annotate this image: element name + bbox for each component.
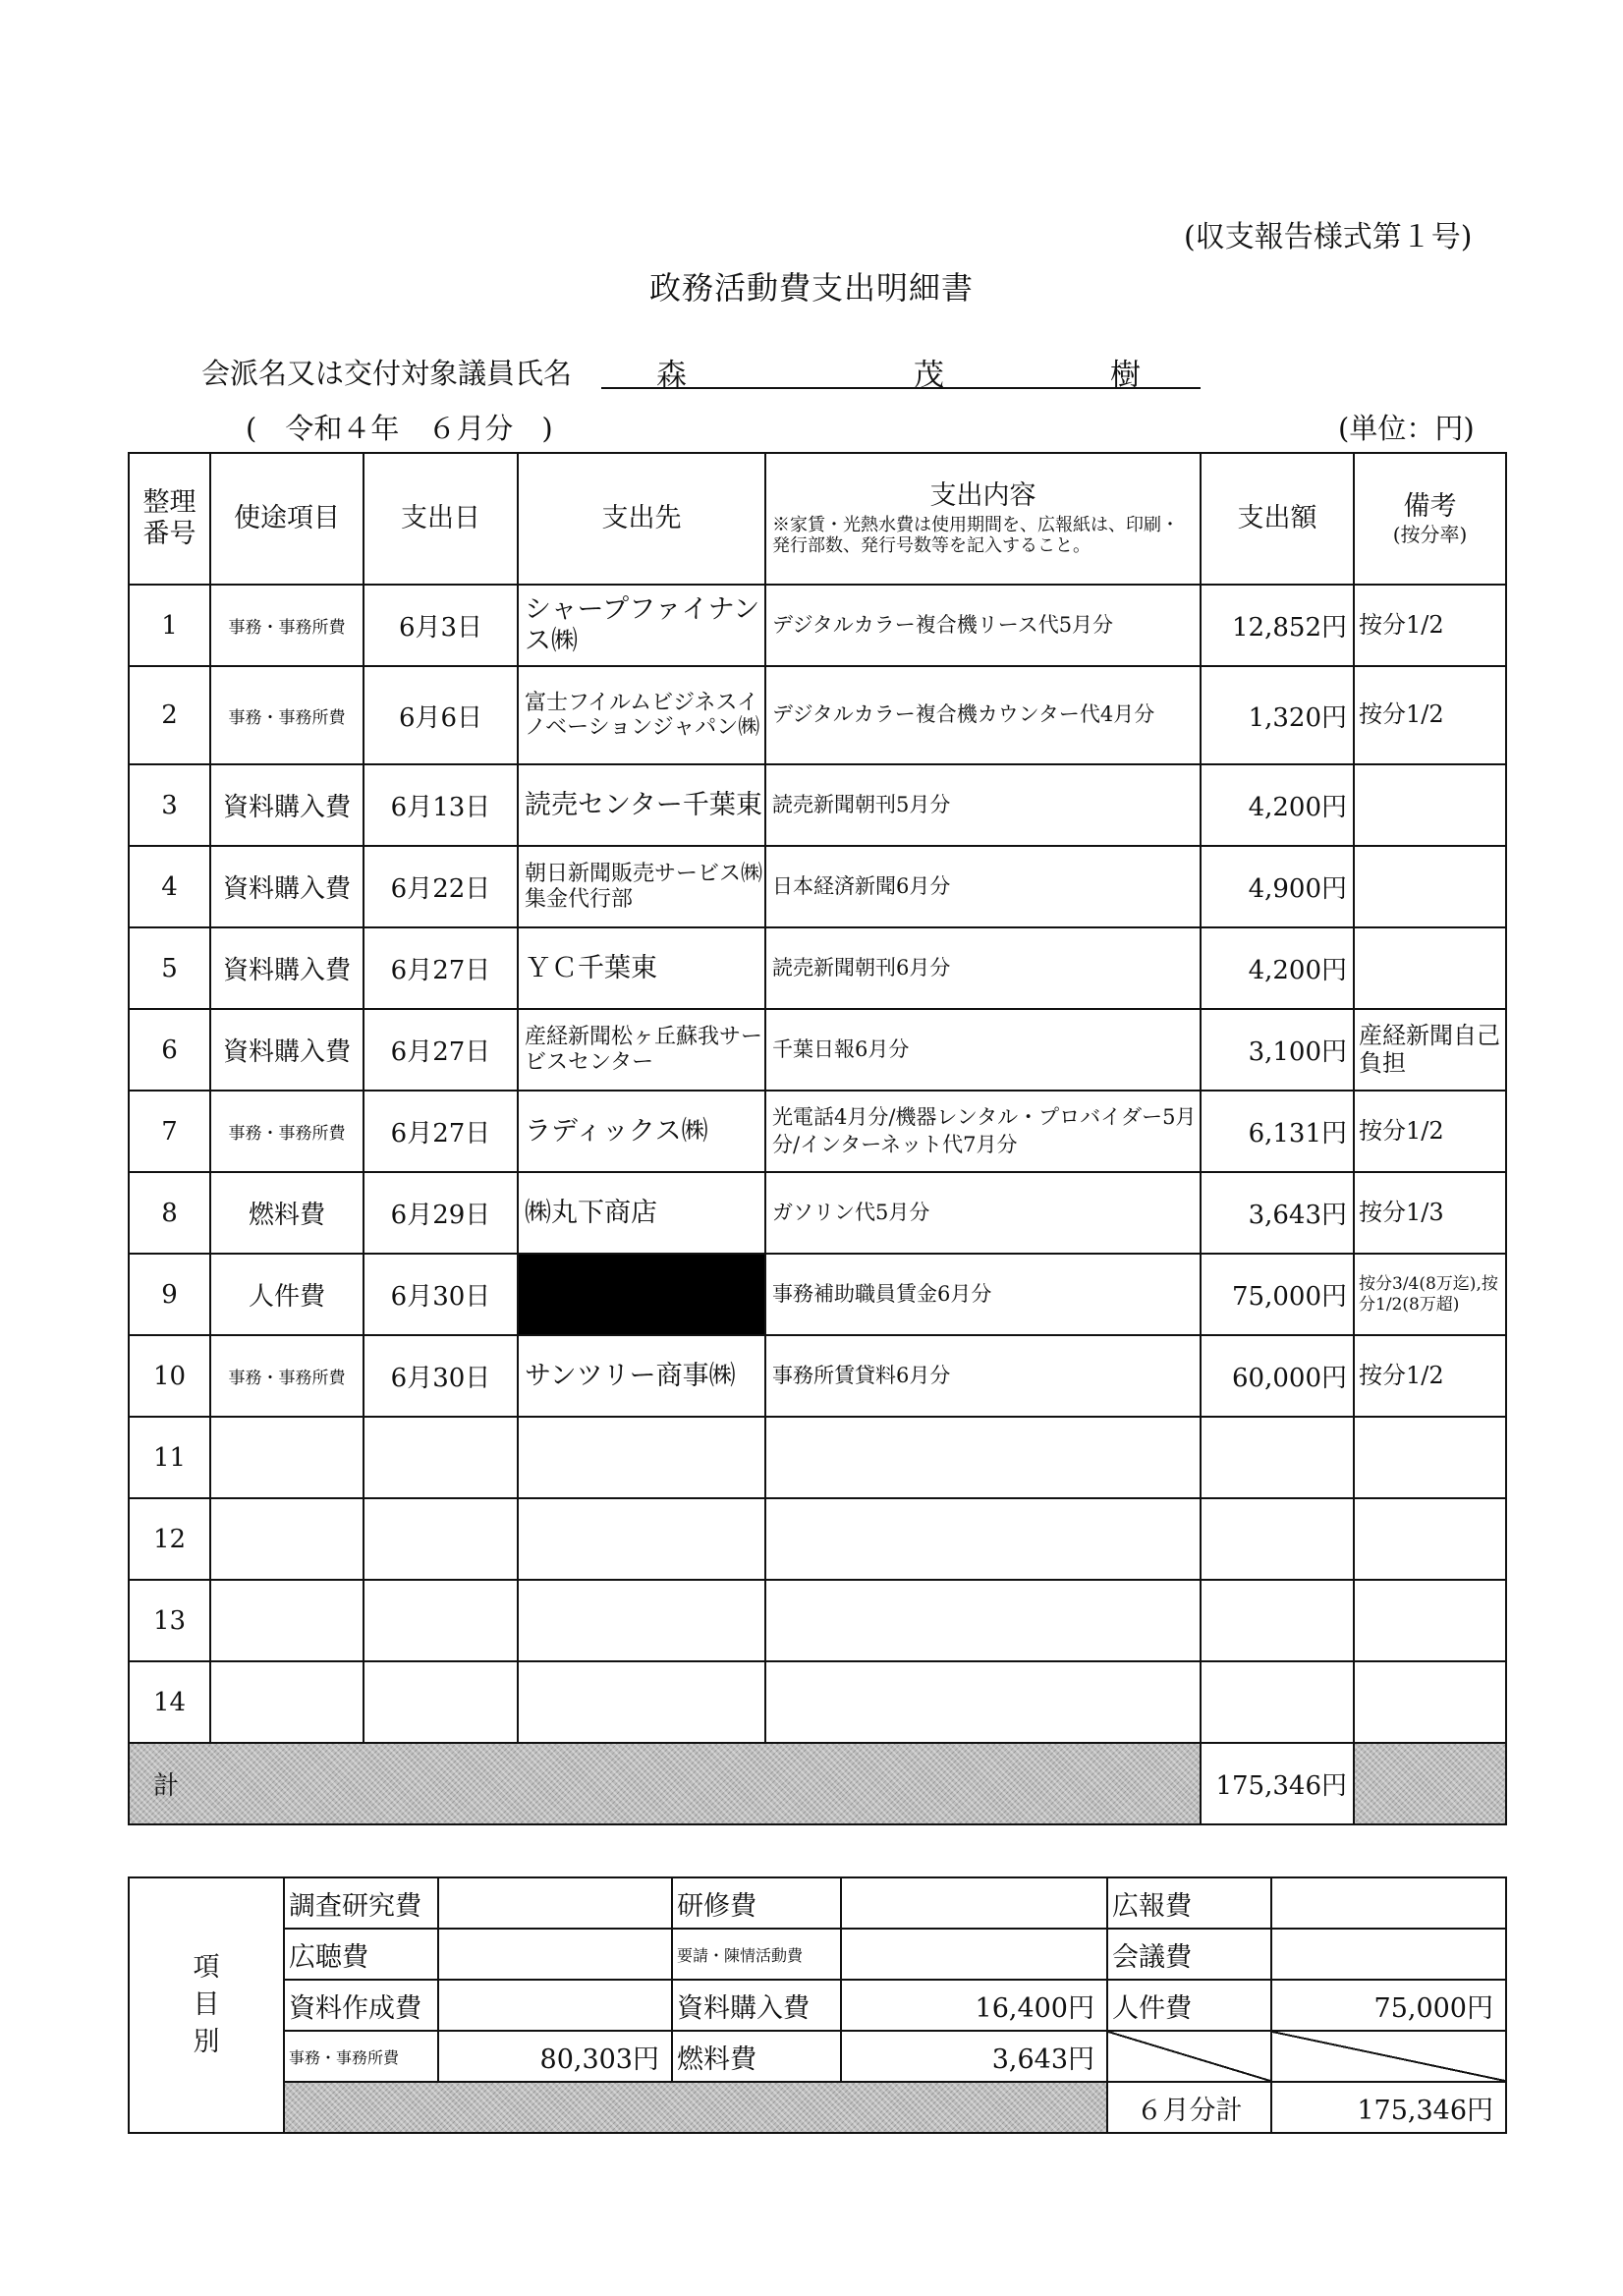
row-no: 5 bbox=[129, 927, 210, 1009]
summary-table bbox=[128, 1876, 1507, 2134]
row-amount: 60,000円 bbox=[1201, 1335, 1354, 1417]
row-content: 事務所賃貸料6月分 bbox=[765, 1335, 1201, 1417]
row-purpose: 事務・事務所費 bbox=[210, 1335, 364, 1417]
summary-personnel-label: 人件費 bbox=[1107, 1980, 1271, 2031]
row-payee: ＹＣ千葉東 bbox=[518, 927, 765, 1009]
row-amount: 6,131円 bbox=[1201, 1091, 1354, 1172]
row-purpose: 資料購入費 bbox=[210, 927, 364, 1009]
summary-petition-label: 要請・陳情活動費 bbox=[672, 1929, 841, 1980]
row-date: 6月27日 bbox=[364, 1091, 518, 1172]
unit-label: (単位：円) bbox=[1338, 412, 1475, 445]
summary-material-creation-label: 資料作成費 bbox=[284, 1980, 438, 2031]
row-date: 6月29日 bbox=[364, 1172, 518, 1254]
row-remarks bbox=[1354, 764, 1506, 846]
row-remarks bbox=[1354, 846, 1506, 927]
row-content bbox=[765, 1580, 1201, 1661]
row-purpose: 事務・事務所費 bbox=[210, 1091, 364, 1172]
row-content: 事務補助職員賃金6月分 bbox=[765, 1254, 1201, 1335]
row-no: 10 bbox=[129, 1335, 210, 1417]
row-date bbox=[364, 1417, 518, 1498]
row-payee: シャープファイナンス㈱ bbox=[518, 585, 765, 666]
header-content-note: ※家賃・光熱水費は使用期間を、広報紙は、印刷・発行部数、発行号数等を記入すること。 bbox=[772, 514, 1179, 557]
row-amount: 75,000円 bbox=[1201, 1254, 1354, 1335]
summary-side-char: 別 bbox=[193, 2026, 220, 2057]
row-amount: 4,200円 bbox=[1201, 764, 1354, 846]
row-amount: 12,852円 bbox=[1201, 585, 1354, 666]
redacted-payee bbox=[518, 1254, 765, 1335]
row-payee: 産経新聞松ヶ丘蘇我サービスセンター bbox=[518, 1009, 765, 1091]
row-content: デジタルカラー複合機カウンター代4月分 bbox=[765, 666, 1201, 764]
header-remarks-sub: (按分率) bbox=[1392, 523, 1468, 547]
row-amount: 4,900円 bbox=[1201, 846, 1354, 927]
row-purpose bbox=[210, 1580, 364, 1661]
summary-struck-cell bbox=[1107, 2031, 1271, 2082]
row-payee bbox=[518, 1417, 765, 1498]
summary-research-label: 調査研究費 bbox=[284, 1877, 438, 1929]
header-payee: 支出先 bbox=[518, 453, 765, 585]
table-row bbox=[129, 1417, 1506, 1498]
summary-struck-cell bbox=[1271, 2031, 1506, 2082]
summary-month-total-label: ６月分計 bbox=[1107, 2082, 1271, 2133]
member-name-char-2: 茂 bbox=[914, 358, 944, 393]
row-no: 7 bbox=[129, 1091, 210, 1172]
summary-office-label: 事務・事務所費 bbox=[284, 2031, 438, 2082]
table-row bbox=[129, 1498, 1506, 1580]
expense-table bbox=[128, 452, 1507, 1825]
row-purpose bbox=[210, 1661, 364, 1743]
row-no: 8 bbox=[129, 1172, 210, 1254]
row-content: 光電話4月分/機器レンタル・プロバイダー5月分/インターネット代7月分 bbox=[765, 1091, 1201, 1172]
row-payee bbox=[518, 1580, 765, 1661]
row-no: 14 bbox=[129, 1661, 210, 1743]
row-content: 読売新聞朝刊5月分 bbox=[765, 764, 1201, 846]
row-no: 11 bbox=[129, 1417, 210, 1498]
row-remarks bbox=[1354, 1417, 1506, 1498]
row-amount bbox=[1201, 1417, 1354, 1498]
total-row bbox=[129, 1743, 1506, 1824]
row-amount bbox=[1201, 1580, 1354, 1661]
row-amount bbox=[1201, 1661, 1354, 1743]
row-remarks: 按分1/2 bbox=[1354, 666, 1506, 764]
row-date bbox=[364, 1661, 518, 1743]
row-payee: サンツリー商事㈱ bbox=[518, 1335, 765, 1417]
summary-month-total-value: 175,346円 bbox=[1271, 2082, 1506, 2133]
summary-training-label: 研修費 bbox=[672, 1877, 841, 1929]
header-content bbox=[765, 453, 1201, 585]
row-amount: 4,200円 bbox=[1201, 927, 1354, 1009]
header-no: 整理番号 bbox=[129, 453, 210, 585]
row-date: 6月30日 bbox=[364, 1254, 518, 1335]
table-row bbox=[129, 1661, 1506, 1743]
row-remarks: 按分1/2 bbox=[1354, 1335, 1506, 1417]
form-number: (収支報告様式第１号) bbox=[1184, 220, 1473, 254]
summary-research-value bbox=[438, 1877, 672, 1929]
row-purpose: 資料購入費 bbox=[210, 846, 364, 927]
row-date: 6月27日 bbox=[364, 927, 518, 1009]
header-content-label: 支出内容 bbox=[929, 480, 1036, 512]
row-no: 2 bbox=[129, 666, 210, 764]
row-remarks bbox=[1354, 1661, 1506, 1743]
table-row bbox=[129, 927, 1506, 1009]
row-no: 6 bbox=[129, 1009, 210, 1091]
table-row bbox=[129, 1009, 1506, 1091]
row-purpose: 人件費 bbox=[210, 1254, 364, 1335]
summary-hearing-value bbox=[438, 1929, 672, 1980]
row-date: 6月27日 bbox=[364, 1009, 518, 1091]
table-row bbox=[129, 585, 1506, 666]
row-payee bbox=[518, 1498, 765, 1580]
row-date: 6月22日 bbox=[364, 846, 518, 927]
summary-fuel-label: 燃料費 bbox=[672, 2031, 841, 2082]
summary-fuel-value: 3,643円 bbox=[841, 2031, 1107, 2082]
row-content: ガソリン代5月分 bbox=[765, 1172, 1201, 1254]
row-no: 1 bbox=[129, 585, 210, 666]
row-remarks bbox=[1354, 927, 1506, 1009]
period-label: ( 令和４年 ６月分 ) bbox=[246, 412, 553, 445]
summary-side-char: 項 bbox=[193, 1952, 220, 1984]
header-date: 支出日 bbox=[364, 453, 518, 585]
table-row bbox=[129, 1091, 1506, 1172]
table-row bbox=[129, 1254, 1506, 1335]
summary-meeting-label: 会議費 bbox=[1107, 1929, 1271, 1980]
row-content: デジタルカラー複合機リース代5月分 bbox=[765, 585, 1201, 666]
row-payee: 朝日新聞販売サービス㈱集金代行部 bbox=[518, 846, 765, 927]
summary-pr-label: 広報費 bbox=[1107, 1877, 1271, 1929]
row-payee: ラディックス㈱ bbox=[518, 1091, 765, 1172]
summary-petition-value bbox=[841, 1929, 1107, 1980]
row-amount: 3,643円 bbox=[1201, 1172, 1354, 1254]
row-content bbox=[765, 1498, 1201, 1580]
header-remarks bbox=[1354, 453, 1506, 585]
table-row bbox=[129, 846, 1506, 927]
row-remarks bbox=[1354, 1498, 1506, 1580]
header-remarks-label: 備考 bbox=[1403, 490, 1457, 522]
row-content: 日本経済新聞6月分 bbox=[765, 846, 1201, 927]
summary-material-purchase-label: 資料購入費 bbox=[672, 1980, 841, 2031]
summary-shaded-area bbox=[284, 2082, 1107, 2133]
header-purpose: 使途項目 bbox=[210, 453, 364, 585]
row-no: 3 bbox=[129, 764, 210, 846]
row-payee: 読売センター千葉東 bbox=[518, 764, 765, 846]
row-purpose bbox=[210, 1417, 364, 1498]
table-row bbox=[129, 764, 1506, 846]
row-purpose: 資料購入費 bbox=[210, 764, 364, 846]
row-no: 9 bbox=[129, 1254, 210, 1335]
row-amount bbox=[1201, 1498, 1354, 1580]
total-label: 計 bbox=[129, 1743, 1201, 1824]
row-content: 読売新聞朝刊6月分 bbox=[765, 927, 1201, 1009]
row-date: 6月30日 bbox=[364, 1335, 518, 1417]
row-date bbox=[364, 1498, 518, 1580]
summary-meeting-value bbox=[1271, 1929, 1506, 1980]
summary-material-creation-value bbox=[438, 1980, 672, 2031]
summary-office-value: 80,303円 bbox=[438, 2031, 672, 2082]
summary-personnel-value: 75,000円 bbox=[1271, 1980, 1506, 2031]
row-payee: 富士フイルムビジネスイノベーションジャパン㈱ bbox=[518, 666, 765, 764]
row-purpose: 資料購入費 bbox=[210, 1009, 364, 1091]
table-row bbox=[129, 1335, 1506, 1417]
summary-pr-value bbox=[1271, 1877, 1506, 1929]
row-date: 6月3日 bbox=[364, 585, 518, 666]
row-no: 4 bbox=[129, 846, 210, 927]
member-label: 会派名又は交付対象議員氏名 bbox=[201, 357, 573, 390]
row-date: 6月6日 bbox=[364, 666, 518, 764]
row-content: 千葉日報6月分 bbox=[765, 1009, 1201, 1091]
row-remarks: 按分3/4(8万迄),按分1/2(8万超) bbox=[1354, 1254, 1506, 1335]
summary-hearing-label: 広聴費 bbox=[284, 1929, 438, 1980]
table-row bbox=[129, 1172, 1506, 1254]
summary-material-purchase-value: 16,400円 bbox=[841, 1980, 1107, 2031]
member-name-char-1: 森 bbox=[656, 358, 687, 393]
row-remarks: 按分1/3 bbox=[1354, 1172, 1506, 1254]
row-remarks bbox=[1354, 1580, 1506, 1661]
row-purpose: 燃料費 bbox=[210, 1172, 364, 1254]
table-row bbox=[129, 1580, 1506, 1661]
row-payee: ㈱丸下商店 bbox=[518, 1172, 765, 1254]
row-date bbox=[364, 1580, 518, 1661]
summary-training-value bbox=[841, 1877, 1107, 1929]
header-amount: 支出額 bbox=[1201, 453, 1354, 585]
summary-side-label bbox=[129, 1877, 284, 2133]
row-purpose bbox=[210, 1498, 364, 1580]
row-date: 6月13日 bbox=[364, 764, 518, 846]
member-name-char-3: 樹 bbox=[1110, 358, 1141, 393]
member-name-underline bbox=[601, 387, 1201, 389]
table-row bbox=[129, 666, 1506, 764]
row-remarks: 産経新聞自己負担 bbox=[1354, 1009, 1506, 1091]
row-purpose: 事務・事務所費 bbox=[210, 666, 364, 764]
row-remarks: 按分1/2 bbox=[1354, 1091, 1506, 1172]
row-amount: 3,100円 bbox=[1201, 1009, 1354, 1091]
total-remarks-shaded bbox=[1354, 1743, 1506, 1824]
row-no: 13 bbox=[129, 1580, 210, 1661]
document-title: 政務活動費支出明細書 bbox=[648, 269, 974, 307]
row-remarks: 按分1/2 bbox=[1354, 585, 1506, 666]
summary-side-char: 目 bbox=[193, 1989, 220, 2021]
table-header-row bbox=[129, 453, 1506, 585]
row-no: 12 bbox=[129, 1498, 210, 1580]
row-content bbox=[765, 1661, 1201, 1743]
row-amount: 1,320円 bbox=[1201, 666, 1354, 764]
total-amount: 175,346円 bbox=[1201, 1743, 1354, 1824]
row-payee bbox=[518, 1661, 765, 1743]
row-purpose: 事務・事務所費 bbox=[210, 585, 364, 666]
row-content bbox=[765, 1417, 1201, 1498]
